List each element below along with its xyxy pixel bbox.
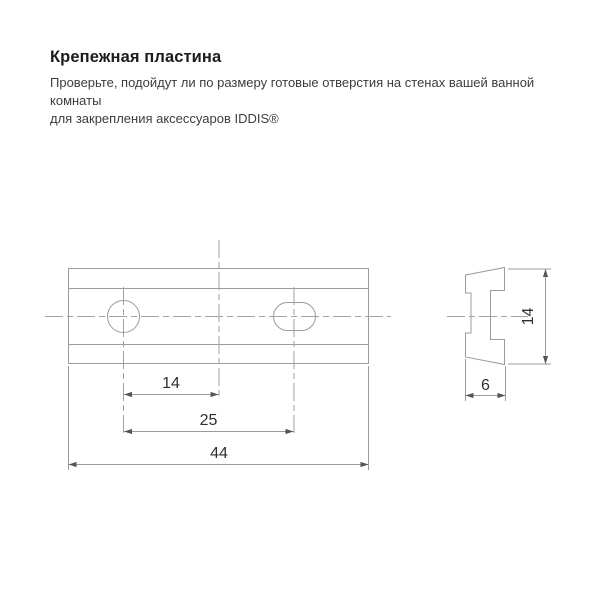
arrow-right-icon: [286, 429, 294, 434]
front-view: [45, 240, 391, 437]
dimension-label-6: 6: [481, 377, 490, 394]
dimension-label-height-14: 14: [520, 307, 537, 326]
page-title: Крепежная пластина: [50, 48, 222, 66]
description-line-1: Проверьте, подойдут ли по размеру готовые отверстия на стенах вашей ванной комнаты: [50, 75, 535, 108]
dimension-hole-spacing: [124, 412, 294, 434]
dimension-label-14: 14: [162, 375, 180, 392]
arrow-right-icon: [498, 393, 506, 398]
dimension-depth: [466, 359, 506, 401]
dimension-label-44: 44: [210, 445, 228, 462]
dimension-label-25: 25: [199, 412, 218, 429]
arrow-right-icon: [361, 462, 369, 467]
arrow-up-icon: [543, 269, 548, 277]
side-view: [447, 268, 528, 365]
arrow-left-icon: [69, 462, 77, 467]
arrow-right-icon: [211, 392, 219, 397]
arrow-down-icon: [543, 356, 548, 364]
dimension-hole-to-center: [124, 375, 219, 397]
arrow-left-icon: [124, 429, 132, 434]
description-line-2: для закрепления аксессуаров IDDIS®: [50, 111, 279, 126]
arrow-left-icon: [466, 393, 474, 398]
arrow-left-icon: [124, 392, 132, 397]
